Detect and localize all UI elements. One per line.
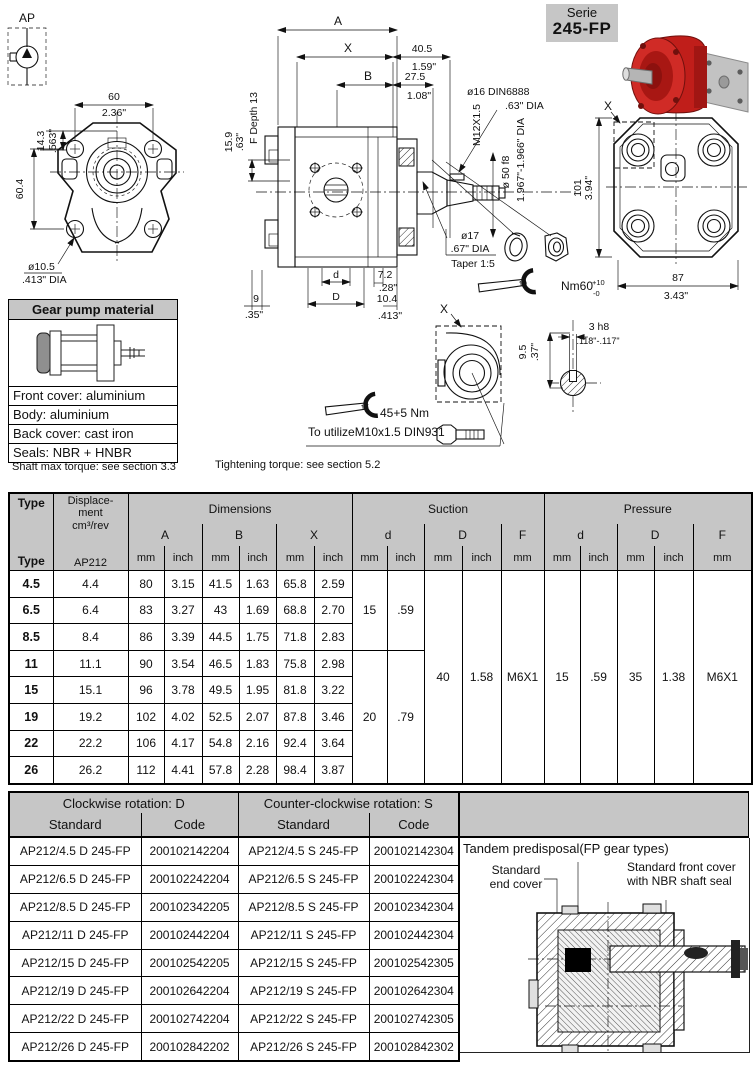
cw-rotation-title: Clockwise rotation: D — [9, 792, 238, 813]
note-tightening-torque: Tightening torque: see section 5.2 — [215, 459, 381, 471]
table-row: 26 26.2 112 4.41 57.8 2.28 98.4 3.87 — [9, 757, 752, 784]
group-suction: Suction — [352, 493, 544, 524]
group-pressure: Pressure — [544, 493, 752, 524]
dim-9-5-in: .37" — [529, 342, 541, 362]
col-code-cw: Code — [141, 813, 238, 837]
pressure-F: M6X1 — [693, 571, 752, 784]
pump-photo — [623, 36, 748, 114]
table-row: AP212/19 D 245-FP 200102642204 AP212/19 S 245-FP 200102642304 — [9, 977, 459, 1005]
table-row: AP212/26 D 245-FP 200102842202 AP212/26 S 245-FP 200102842302 — [9, 1033, 459, 1061]
material-row-front-cover: Front cover: aluminium — [9, 386, 177, 405]
callout-key-in: .63" DIA — [505, 100, 544, 112]
dim-50-in: 1.967"-1.966" DIA — [515, 118, 527, 202]
dim-50: ø 50 f8 — [500, 155, 512, 189]
col-suction-D: D — [424, 524, 501, 546]
note-shaft-torque: Shaft max torque: see section 3.3 — [12, 461, 176, 473]
table-row: AP212/4.5 D 245-FP 200102142204 AP212/4.5 S 245-FP 200102142304 — [9, 837, 459, 865]
callout-key: ø16 DIN6888 — [467, 86, 530, 98]
dim-27-5-in: 1.08" — [406, 90, 432, 102]
dim-taper: Taper 1:5 — [451, 258, 495, 270]
table-row: 11 11.1 90 3.54 46.5 1.83 75.8 2.98 20 .79 — [9, 650, 752, 677]
suction-d-mm-top: 15 — [352, 571, 387, 651]
dim-60-in: 2.36" — [101, 107, 127, 119]
dimensions-table-header: Type Type Displace- ment cm³/rev AP212 Dimensions Suction Pressure A B X d D F d D F mm inch mm inch mm inch mm inch mm inch mm mm inch mm inch mm — [9, 493, 752, 571]
series-number: 245-FP — [552, 18, 612, 38]
pressure-d-in: .59 — [580, 571, 617, 784]
col-code-ccw: Code — [369, 813, 459, 837]
suction-D-in: 1.58 — [462, 571, 501, 784]
dim-15-9-in: .63" — [234, 132, 246, 152]
group-dimensions: Dimensions — [128, 493, 352, 524]
col-A: A — [128, 524, 202, 546]
dim-87: 87 — [672, 272, 684, 284]
dim-hole: ø10.5 — [28, 261, 55, 273]
wrench-17-icon — [325, 394, 378, 422]
table-row: AP212/11 D 245-FP 200102442204 AP212/11 S 245-FP 200102442304 — [9, 921, 459, 949]
ap-label: AP — [19, 11, 36, 25]
dim-hole-in: .413" DIA — [22, 274, 67, 286]
tandem-title: Tandem predisposal(FP gear types) — [463, 841, 669, 856]
xdetail-x-label: X — [440, 302, 449, 316]
dim-27-5: 27.5 — [404, 71, 426, 83]
pump-side-icon — [9, 320, 177, 386]
dim-17: ø17 — [460, 230, 480, 242]
col-standard-ccw: Standard — [238, 813, 369, 837]
dim-87-in: 3.43" — [663, 290, 689, 302]
series-badge — [546, 4, 618, 42]
table-row: AP212/22 D 245-FP 200102742204 AP212/22 S 245-FP 200102742305 — [9, 1005, 459, 1033]
rotation-table-header — [9, 792, 459, 837]
material-row-seals: Seals: NBR + HNBR — [9, 443, 177, 462]
dim-9-in: .35" — [244, 309, 264, 321]
dim-101-in: 3.94" — [583, 175, 595, 201]
dim-9: 9 — [253, 293, 259, 305]
col-pressure-D: D — [617, 524, 693, 546]
material-box — [8, 299, 178, 463]
suction-F: M6X1 — [501, 571, 544, 784]
col-pressure-d: d — [544, 524, 617, 546]
x-detail-drawing — [306, 302, 620, 446]
rear-x-label: X — [604, 99, 613, 113]
material-row-back-cover: Back cover: cast iron — [9, 424, 177, 443]
tandem-section-drawing — [460, 838, 749, 1052]
dim-7-2-in: .28" — [378, 282, 398, 294]
dim-14-3-in: .563" — [47, 128, 59, 154]
pressure-d-mm: 15 — [544, 571, 580, 784]
bolt-note: To utilizeM10x1.5 DIN931 — [308, 425, 445, 439]
wrench-19-icon — [478, 270, 536, 299]
dim-d: d — [333, 269, 339, 281]
rear-view-drawing — [572, 99, 747, 302]
pressure-D-in: 1.38 — [654, 571, 693, 784]
suction-D-mm: 40 — [424, 571, 462, 784]
torque-45nm: 45+5 Nm — [380, 406, 430, 420]
label-end-cover: Standard end cover — [489, 863, 543, 891]
rotation-code-table — [8, 791, 460, 1062]
dim-17-in: .67" DIA — [450, 243, 490, 255]
material-row-body: Body: aluminium — [9, 405, 177, 424]
suction-d-in-top: .59 — [387, 571, 424, 651]
dim-10-4-in: .413" — [377, 310, 403, 322]
col-standard-cw: Standard — [9, 813, 141, 837]
nut-icon — [545, 233, 568, 261]
col-X: X — [276, 524, 352, 546]
table-row: 4.5 4.4 80 3.15 41.5 1.63 65.8 2.59 15 .59 40 1.58 M6X1 15 .59 35 1.38 M6X1 — [9, 571, 752, 598]
col-displacement: Displace- ment cm³/rev AP212 — [53, 493, 128, 571]
bolt-holes — [67, 141, 162, 238]
dim-fdepth: F Depth 13 — [248, 92, 260, 144]
washer-icon — [502, 231, 529, 263]
dim-X: X — [343, 41, 353, 55]
col-B: B — [202, 524, 276, 546]
torque-nm60-plus: +10 — [592, 278, 605, 287]
table-row: 6.5 6.4 83 3.27 43 1.69 68.8 2.70 — [9, 597, 752, 624]
wrench-17-size: 17 — [360, 402, 370, 413]
table-row: 15 15.1 96 3.78 49.5 1.95 81.8 3.22 — [9, 677, 752, 704]
dim-14-3: 14.3 — [35, 130, 47, 152]
wrench-19-size: 19 — [518, 278, 528, 289]
label-front-cover: Standard front cover with NBR shaft seal — [627, 860, 736, 888]
dim-15-9: 15.9 — [223, 131, 235, 153]
col-suction-F: F — [501, 524, 544, 546]
col-pressure-F: F — [693, 524, 752, 546]
table-row: AP212/6.5 D 245-FP 200102242204 AP212/6.5 S 245-FP 200102242304 — [9, 865, 459, 893]
series-label: Serie — [566, 5, 598, 20]
header-band-extension — [452, 791, 749, 838]
ap-symbol — [8, 11, 46, 85]
material-box-title: Gear pump material — [9, 300, 177, 320]
dim-9-5: 9.5 — [517, 344, 529, 360]
dim-60-4: 60.4 — [14, 178, 26, 200]
suction-d-in-bottom: .79 — [387, 650, 424, 783]
pressure-D-mm: 35 — [617, 571, 654, 784]
torque-nm60: Nm60 — [561, 279, 594, 293]
table-row: 22 22.2 106 4.17 54.8 2.16 92.4 3.64 — [9, 730, 752, 757]
table-row: AP212/15 D 245-FP 200102542205 AP212/15 S 245-FP 200102542305 — [9, 949, 459, 977]
dim-B: B — [363, 69, 373, 83]
front-view-drawing — [14, 91, 184, 286]
dim-10-4: 10.4 — [376, 293, 398, 305]
dim-40-5: 40.5 — [411, 43, 433, 55]
table-row: AP212/8.5 D 245-FP 200102342205 AP212/8.5 S 245-FP 200102342304 — [9, 893, 459, 921]
dim-3h8: 3 h8 — [588, 321, 610, 333]
dimensions-table — [8, 492, 753, 785]
dim-40-5-in: 1.59" — [411, 61, 437, 73]
suction-d-mm-bottom: 20 — [352, 650, 387, 783]
dim-7-2: 7.2 — [377, 269, 393, 281]
callout-thread: M12X1.5 — [471, 103, 483, 147]
dim-101: 101 — [572, 179, 584, 197]
table-row: 8.5 8.4 86 3.39 44.5 1.75 71.8 2.83 — [9, 624, 752, 651]
table-row: 19 19.2 102 4.02 52.5 2.07 87.8 3.46 — [9, 703, 752, 730]
col-type: Type Type — [9, 493, 53, 571]
section-view-drawing — [223, 14, 605, 322]
ccw-rotation-title: Counter-clockwise rotation: S — [238, 792, 459, 813]
dim-3h8-in: .118"-.117" — [576, 336, 620, 346]
dim-D: D — [332, 291, 340, 303]
dim-60: 60 — [108, 91, 120, 103]
col-suction-d: d — [352, 524, 424, 546]
dim-A: A — [333, 14, 343, 28]
torque-nm60-minus: -0 — [593, 289, 600, 298]
